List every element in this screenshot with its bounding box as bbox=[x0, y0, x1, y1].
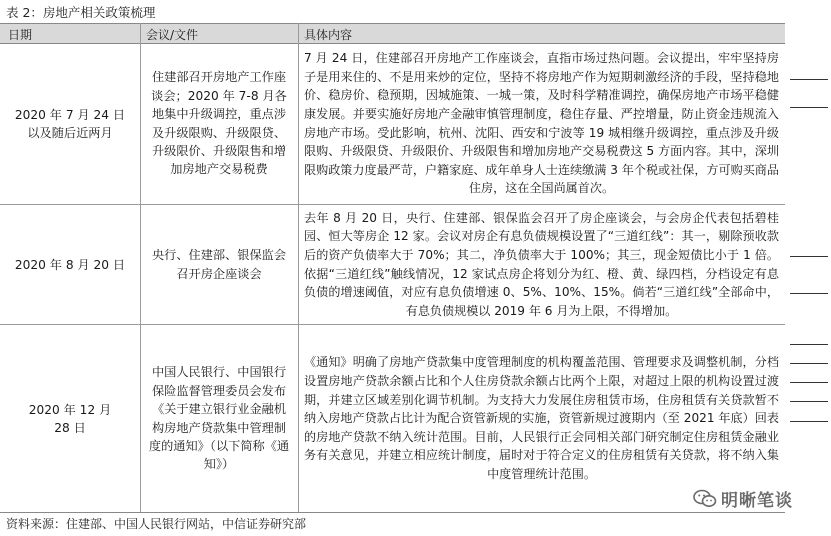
row-divider bbox=[0, 324, 785, 325]
row-date: 2020 年 7 月 24 日以及随后近两月 bbox=[14, 107, 126, 140]
margin-dash bbox=[790, 363, 828, 364]
margin-dash bbox=[790, 344, 828, 345]
source-note: 资料来源：住建部、中国人民银行网站，中信证券研究部 bbox=[6, 517, 307, 531]
row-content: 7 月 24 日，住建部召开房地产工作座谈会，直指市场过热问题。会议提出，牢牢坚持房子是用来住的、不是用来炒的定位，坚持不将房地产作为短期刺激经济的手段，坚持稳地价、稳房价、稳预期，因城施策、一城一策，及时科学精准调控，确保房地产市场平稳健康发展。并要实施好房地产金融审慎管理制度，稳住存量、严控增量，防止资金违规流入房地产市场。受此影响，杭州、沈阳、西安和宁波等 19 城相继升级调控，重点涉及升级限购、升级限贷、升级限价、升级限售和增加房地产交易税费这 5 方面内容。其中，深圳限购政策力度最严苛，户籍家庭、成年单身人士连续缴满 3 年个税或社保，方可购买商品住房，这在全国尚属首次。 bbox=[304, 51, 779, 196]
column-divider bbox=[140, 23, 141, 512]
wechat-icon bbox=[693, 489, 717, 509]
margin-dash bbox=[790, 382, 828, 383]
row-content: 《通知》明确了房地产贷款集中度管理制度的机构覆盖范围、管理要求及调整机制，分档设置房地产贷款余额占比和个人住房贷款余额占比两个上限，对超过上限的机构设置过渡期，并建立区域差别化调节机制。为支持大力发展住房租赁市场，住房租赁有关贷款暂不纳入房地产贷款占比计为配合资管新规的实施，资管新规过渡期内（至 2021 年底）回表的房地产贷款不纳入统计范围。目前，人民银行正会同相关部门研究制定住房租赁金融业务有关意见，并建立相应统计制度，届时对于符合定义的住房租赁有关贷款，将不纳入集中度管理统计范围。 bbox=[304, 355, 779, 481]
row-meeting: 中国人民银行、中国银行保险监督管理委员会发布《关于建立银行业金融机构房地产贷款集中管理制度的通知》（以下简称《通知》） bbox=[148, 365, 290, 472]
margin-dash bbox=[790, 421, 828, 422]
table-header bbox=[0, 23, 785, 44]
margin-dash bbox=[790, 107, 828, 108]
row-meeting: 央行、住建部、银保监会召开房企座谈会 bbox=[151, 248, 287, 281]
margin-dash bbox=[790, 79, 828, 80]
watermark bbox=[693, 486, 793, 511]
table-row bbox=[0, 325, 785, 512]
row-date: 2020 年 12 月 28 日 bbox=[28, 402, 112, 435]
table-row bbox=[0, 43, 785, 204]
row-meeting: 住建部召开房地产工作座谈会；2020 年 7-8 月各地集中升级调控，重点涉及升级限购、升级限贷、升级限价、升级限售和增加房地产交易税费 bbox=[151, 70, 287, 177]
row-content: 去年 8 月 20 日，央行、住建部、银保监会召开了房企座谈会，与会房企代表包括碧桂园、恒大等房企 12 家。会议对房企有息负债规模设置了“三道红线”：其一，剔除预收款后的资产负债率大于 70%；其二，净负债率大于 100%；其三，现金短债比小于 1 倍。依据“三道红线”触线情况，12 家试点房企将划分为红、橙、黄、绿四档，分档设定有息负债的增速阈值，对应有息负债增速 0、5%、10%、15%。倘若“三道红线”全部命中，有息负债规模以 2019 年 6 月为上限，不得增加。 bbox=[304, 210, 779, 318]
row-date: 2020 年 8 月 20 日 bbox=[14, 257, 126, 272]
watermark-text: 明晰笔谈 bbox=[721, 491, 793, 511]
column-divider bbox=[298, 23, 299, 512]
margin-dash bbox=[790, 293, 828, 294]
table-row bbox=[0, 205, 785, 324]
margin-dash bbox=[790, 256, 828, 257]
row-divider bbox=[0, 204, 785, 205]
header-content: 具体内容 bbox=[304, 28, 353, 42]
margin-dash bbox=[790, 401, 828, 402]
table-bottom-rule bbox=[0, 512, 785, 513]
header-date: 日期 bbox=[8, 28, 33, 42]
table-caption: 表 2：房地产相关政策梳理 bbox=[6, 5, 156, 20]
header-meeting: 会议/文件 bbox=[146, 28, 199, 42]
